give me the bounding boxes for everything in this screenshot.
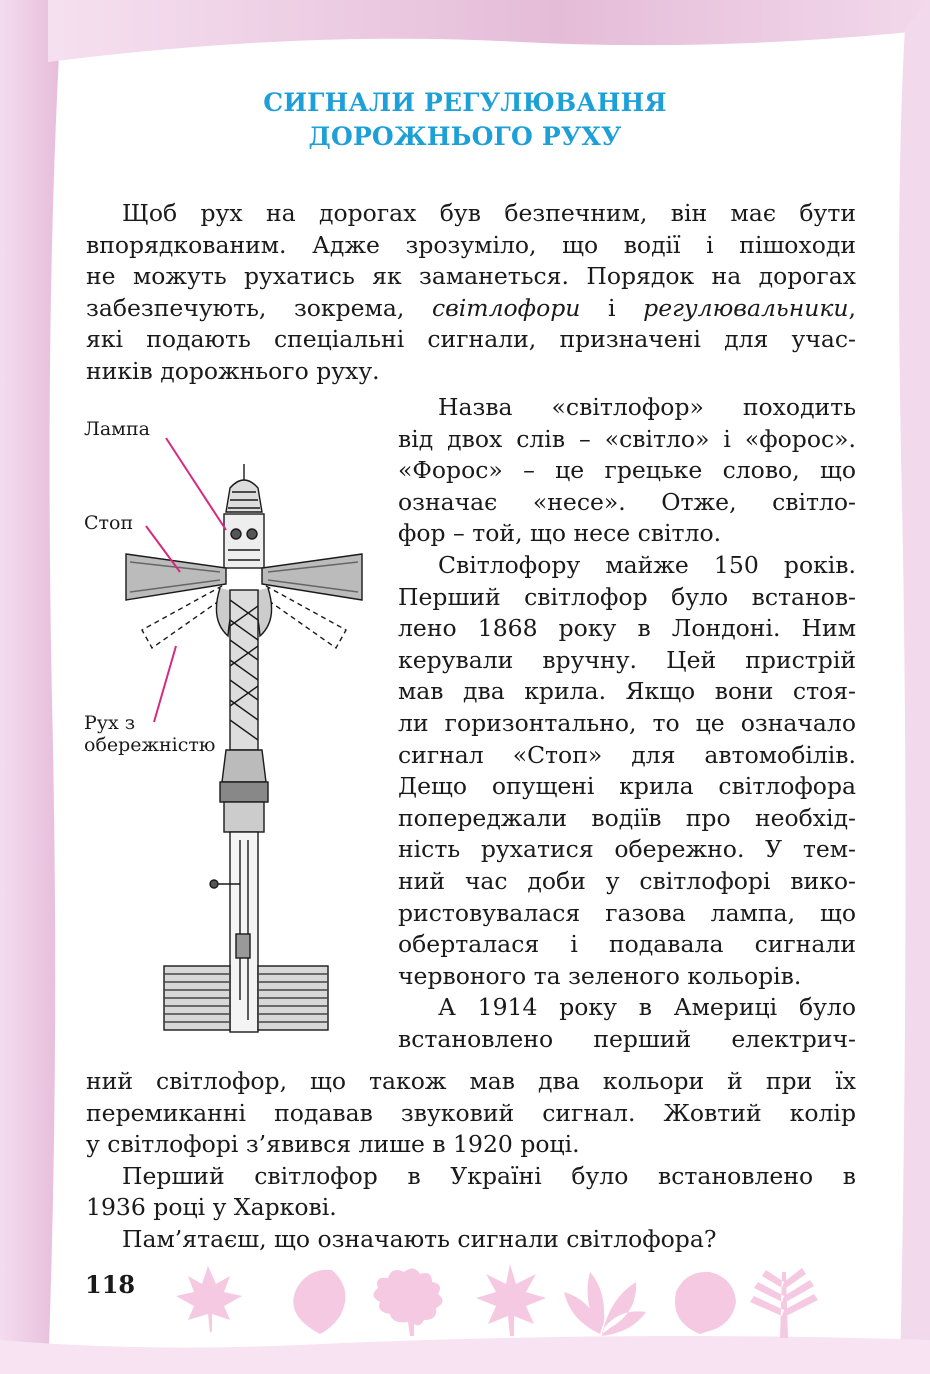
caution-pointer (154, 646, 176, 722)
column-line: попереджали водіїв про необхід- (398, 803, 856, 832)
label-lamp: Лампа (84, 418, 150, 440)
column-line: встановлено перший електрич- (398, 1024, 856, 1053)
intro-line: не можуть рухатись як заманеться. Порядок на дорогах (86, 262, 856, 291)
column-line: від двох слів – «світло» і «форос». (398, 424, 856, 453)
intro-line: які подають спеціальні сигнали, призначені для учас- (86, 325, 856, 354)
title-line-2: ДОРОЖНЬОГО РУХУ (308, 122, 622, 151)
label-caution-line-1: Рух з (84, 712, 136, 734)
column-line: ли горизонтально, то це означало (398, 708, 856, 737)
column-line: Дещо опущені крила світлофора (398, 772, 856, 801)
column-line: фор – той, що несе світло. (398, 519, 722, 548)
label-caution (84, 712, 215, 756)
column-line: лено 1868 року в Лондоні. Ним (398, 614, 856, 643)
column-line: сигнал «Стоп» для автомобілів. (398, 740, 856, 769)
bottom-line: ний світлофор, що також мав два кольори й при їх (86, 1067, 856, 1095)
column-line: керували вручну. Цей пристрій (398, 645, 856, 674)
bottom-line: 1936 році у Харкові. (86, 1193, 337, 1222)
title-line-1: СИГНАЛИ РЕГУЛЮВАННЯ (263, 88, 667, 117)
column-line: мав два крила. Якщо вони стоя- (398, 677, 856, 706)
column-line: оберталася і подавала сигнали (398, 930, 856, 959)
intro-text: і (608, 293, 616, 322)
column-line: ність рухатися обережно. У тем- (398, 835, 856, 864)
lamp-pointer (166, 438, 226, 530)
column-line: «Форос» – це грецьке слово, що (398, 456, 856, 485)
history-column (398, 392, 856, 1055)
bottom-line: Пам’ятаєш, що означають сигнали світлофора? (122, 1224, 717, 1253)
intro-text: забезпечують, зокрема, (86, 293, 405, 322)
column-line: Назва «світлофор» походить (438, 393, 856, 421)
column-line: Світлофору майже 150 років. (438, 550, 856, 579)
bottom-line: у світлофорі з’явився лише в 1920 році. (86, 1130, 580, 1159)
intro-line: впорядкованим. Адже зрозуміло, що водії і пішоходи (86, 230, 856, 259)
intro-line: ників дорожнього руху. (86, 356, 380, 385)
term-traffic-lights: світлофори (431, 293, 581, 322)
intro-line: Щоб рух на дорогах був безпечним, він має бути (122, 199, 856, 227)
bottom-line: перемиканні подавав звуковий сигнал. Жовтий колір (86, 1098, 856, 1127)
column-line: Перший світлофор було встанов- (398, 582, 856, 611)
page-title (140, 86, 790, 154)
column-line: ристовувалася газова лампа, що (398, 898, 856, 927)
bottom-line: Перший світлофор в Україні було встановлено в (122, 1161, 856, 1190)
column-line: ний час доби у світлофорі вико- (398, 866, 856, 895)
intro-line (86, 293, 856, 325)
page-number: 118 (85, 1270, 136, 1299)
column-line: червоного та зеленого кольорів. (398, 961, 802, 990)
bottom-paragraph (86, 1066, 856, 1256)
column-line: означає «несе». Отже, світло- (398, 487, 856, 516)
label-stop: Стоп (84, 512, 134, 534)
column-line: А 1914 року в Америці було (438, 993, 856, 1022)
term-regulators: регулювальники, (643, 293, 856, 322)
label-caution-line-2: обережністю (84, 734, 216, 756)
intro-paragraph (86, 198, 856, 388)
